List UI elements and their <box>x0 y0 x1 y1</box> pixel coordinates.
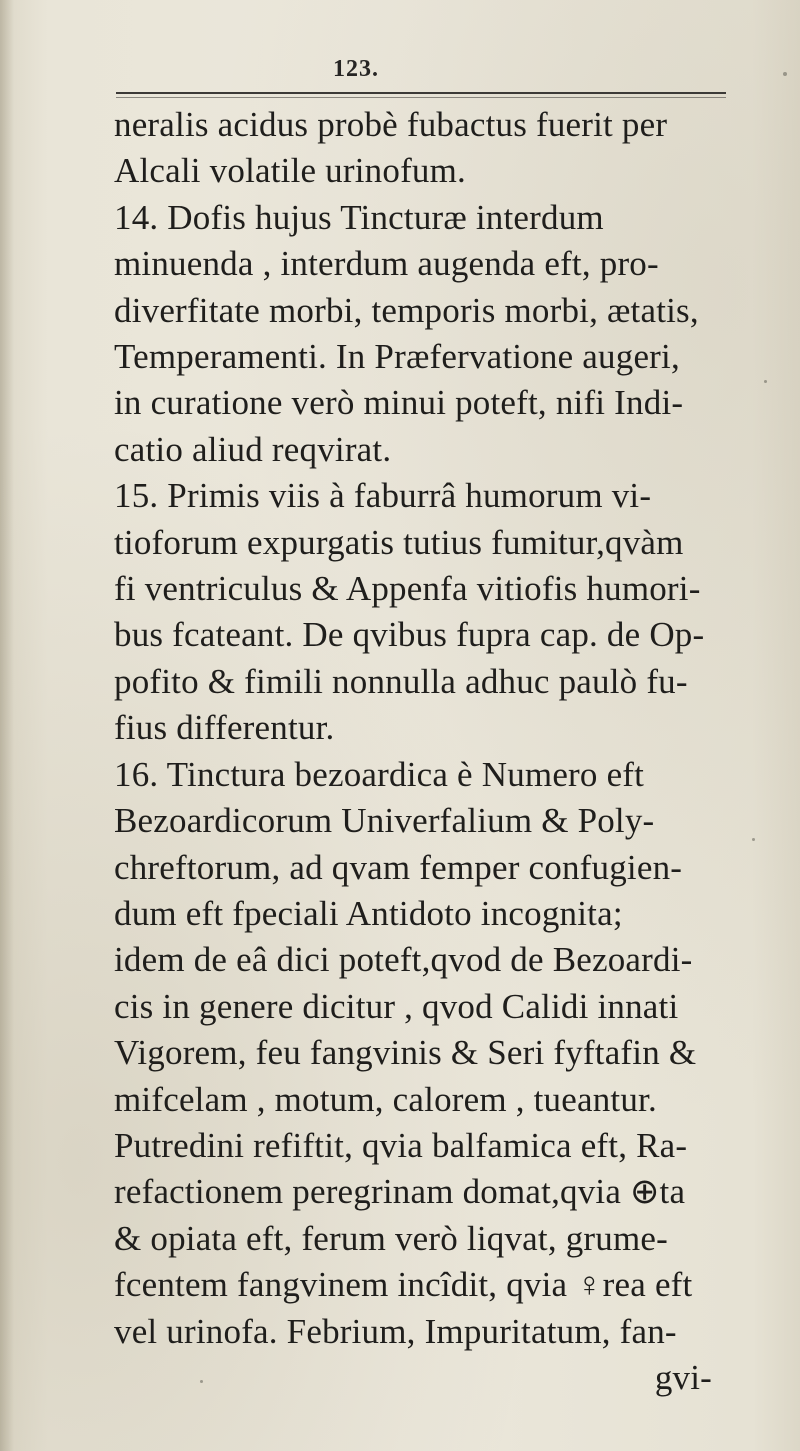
text-line: Alcali volatile urinofum. <box>114 151 466 191</box>
page-number: 123. <box>333 56 379 82</box>
text-line: tioforum expurgatis tutius fumitur,qvàm <box>114 522 684 562</box>
paper-speck <box>752 838 755 841</box>
text-line: 14. Dofis hujus Tincturæ interdum <box>114 197 604 237</box>
text-line: refactionem peregrinam domat,qvia ⊕ta <box>114 1172 686 1212</box>
text-line: dum eft fpeciali Antidoto incognita; <box>114 893 623 933</box>
text-line: Bezoardicorum Univerfalium & Poly- <box>114 801 655 841</box>
header-rule-thin <box>116 97 726 98</box>
header-rule <box>116 92 726 94</box>
text-line: catio aliud reqvirat. <box>114 429 392 469</box>
text-line: neralis acidus probè fubactus fuerit per <box>114 105 668 144</box>
paper-speck <box>783 72 787 76</box>
text-line: fi ventriculus & Appenfa vitiofis humori- <box>114 569 701 609</box>
text-line: 15. Primis viis à faburrâ humorum vi- <box>114 476 652 516</box>
paper-speck <box>200 1380 203 1383</box>
catchword: gvi- <box>654 1357 712 1397</box>
paper-speck <box>764 380 767 383</box>
text-line: pofito & fimili nonnulla adhuc paulò fu- <box>114 661 688 701</box>
text-line: & opiata eft, ferum verò liqvat, grume- <box>114 1218 668 1258</box>
text-line: vel urinofa. Febrium, Impuritatum, fan- <box>114 1311 677 1351</box>
text-line: 16. Tinctura bezoardica è Numero eft <box>114 754 645 794</box>
body-text <box>114 102 774 1401</box>
text-line: diverfitate morbi, temporis morbi, ætatis, <box>114 290 699 330</box>
text-line: fius differentur. <box>114 708 335 748</box>
text-line: Putredini refiftit, qvia balfamica eft, Ra- <box>114 1125 688 1165</box>
text-line: Temperamenti. In Præfervatione augeri, <box>114 337 680 377</box>
text-line: mifcelam , motum, calorem , tueantur. <box>114 1079 657 1119</box>
text-line: Vigorem, feu fangvinis & Seri fyftafin & <box>114 1033 697 1073</box>
text-line: bus fcateant. De qvibus fupra cap. de Op- <box>114 615 705 655</box>
text-line: idem de eâ dici poteft,qvod de Bezoardi- <box>114 940 693 980</box>
text-line: cis in genere dicitur , qvod Calidi innati <box>114 986 679 1026</box>
text-line: chreftorum, ad qvam femper confugien- <box>114 847 683 887</box>
text-line: minuenda , interdum augenda eft, pro- <box>114 244 659 284</box>
text-line: in curatione verò minui poteft, nifi Indi- <box>114 383 684 423</box>
page-gutter-shadow <box>0 0 14 1451</box>
text-line: fcentem fangvinem incîdit, qvia ♀rea eft <box>114 1265 693 1305</box>
